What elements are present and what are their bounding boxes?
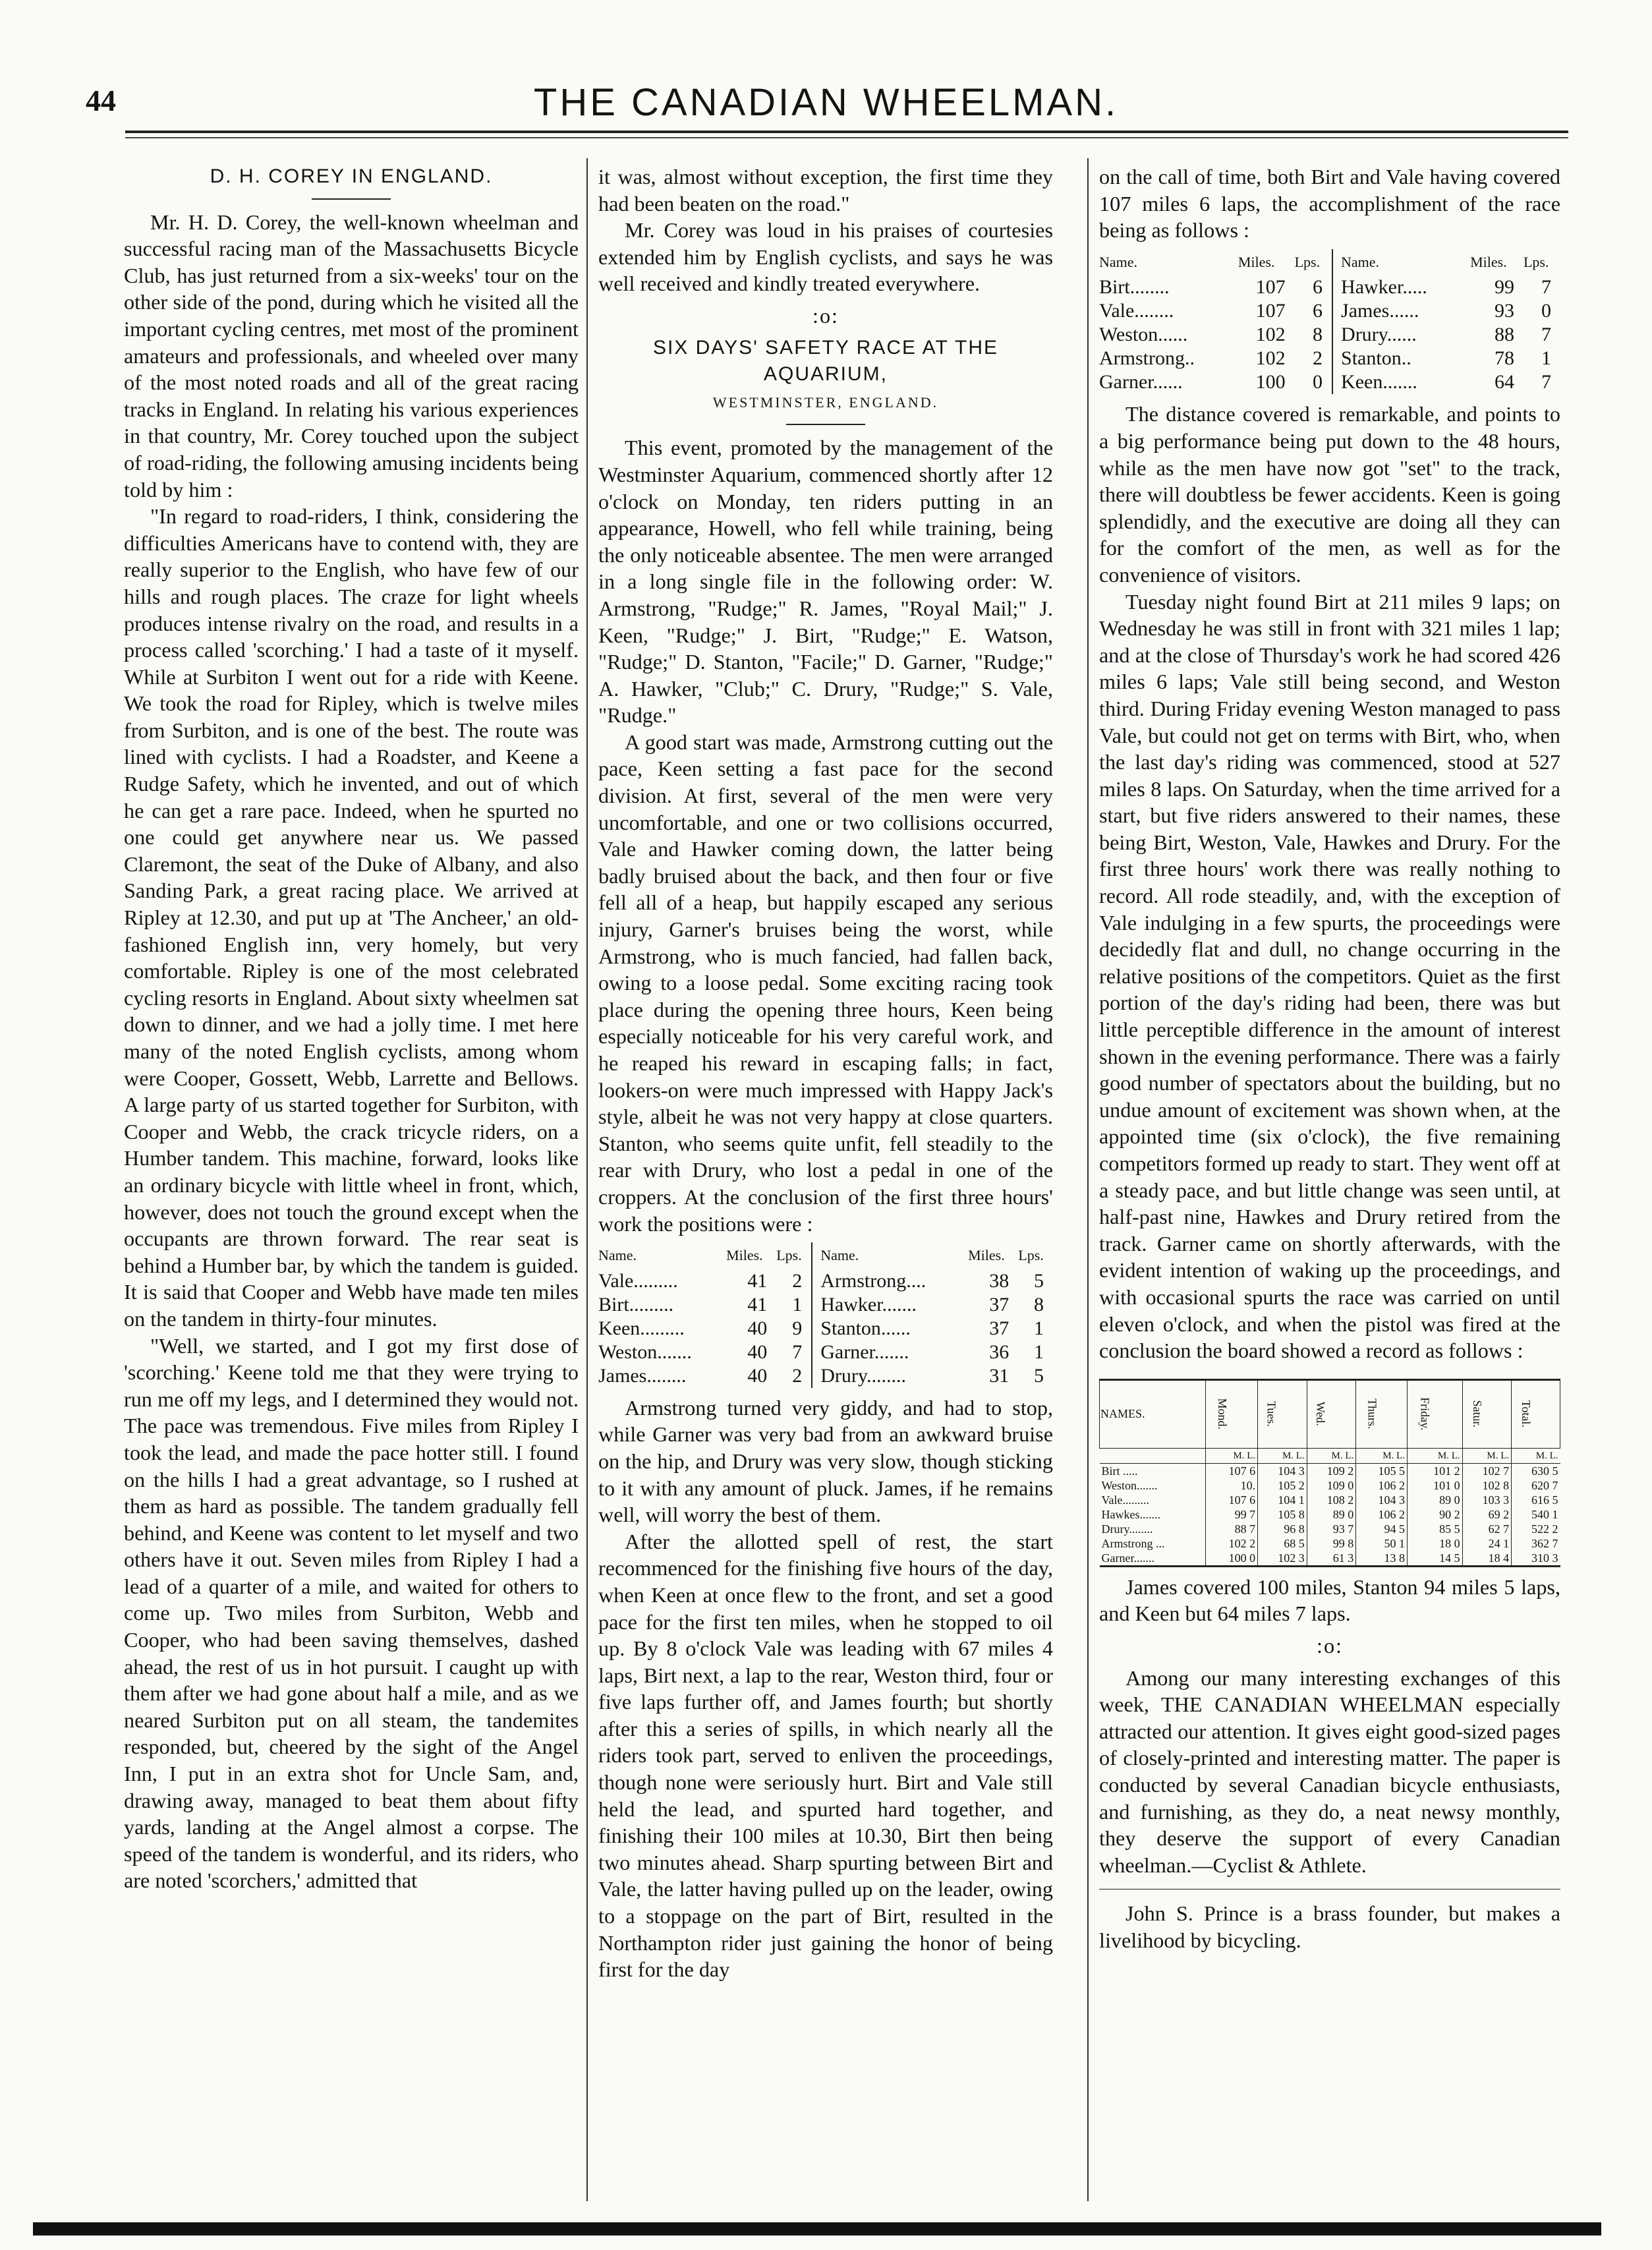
table-cell: Keen......... — [598, 1317, 685, 1339]
table-cell: 62 7 — [1462, 1522, 1512, 1536]
article-heading: D. H. COREY IN ENGLAND. — [210, 165, 493, 187]
table-header: Miles. — [968, 1247, 1005, 1264]
table-row — [598, 1364, 1053, 1388]
table-cell: 41 — [747, 1269, 768, 1292]
table-cell: 106 2 — [1356, 1507, 1408, 1522]
table-cell: 103 3 — [1462, 1493, 1512, 1507]
table-cell: 0 — [1541, 300, 1551, 322]
table-cell: 90 2 — [1407, 1507, 1462, 1522]
table-cell: 5 — [1034, 1269, 1044, 1292]
table-cell: 88 7 — [1205, 1522, 1257, 1536]
masthead-title: THE CANADIAN WHEELMAN. — [533, 81, 1119, 124]
table-cell: 69 2 — [1462, 1507, 1512, 1522]
header-rule-thin — [125, 137, 1568, 138]
table-cell: Birt......... — [598, 1293, 674, 1315]
table-header: Miles. — [1470, 253, 1507, 270]
table-cell: Stanton...... — [812, 1317, 968, 1341]
table-cell: 105 5 — [1356, 1463, 1408, 1478]
positions-table — [598, 1242, 1053, 1388]
table-row — [598, 1317, 1053, 1341]
table-cell: 109 0 — [1307, 1478, 1356, 1493]
article-subheading: WESTMINSTER, ENGLAND. — [712, 393, 939, 411]
header-rule — [125, 130, 1568, 133]
table-cell: 101 0 — [1407, 1478, 1462, 1493]
table-header: Miles. — [726, 1247, 763, 1264]
table-row — [1100, 1478, 1560, 1493]
table-cell: 40 — [747, 1364, 768, 1387]
table-cell: 14 5 — [1407, 1551, 1462, 1567]
table-cell: Garner....... — [812, 1341, 968, 1364]
table-cell: 89 0 — [1307, 1507, 1356, 1522]
table-cell: 104 3 — [1356, 1493, 1408, 1507]
table-row — [1100, 1507, 1560, 1522]
unit-cell: M. L. — [1258, 1448, 1307, 1463]
table-cell: 102 8 — [1462, 1478, 1512, 1493]
table-cell: 105 8 — [1258, 1507, 1307, 1522]
column-1 — [124, 163, 579, 1894]
table-cell: 13 8 — [1356, 1551, 1408, 1567]
table-row — [1100, 1536, 1560, 1551]
table-cell: Garner....... — [1101, 1551, 1154, 1565]
paragraph: The distance covered is remarkable, and points to a big performance being put down to the 48 hours, while as the men have now got "set" to the track, there will doubtless be fewer accidents. Keen is going splendidly, and the executive are doing all they can for the comfort of the men, as well as for the convenience of visitors. — [1099, 402, 1560, 587]
table-cell: James........ — [598, 1364, 687, 1387]
table-cell: Stanton.. — [1332, 347, 1470, 370]
table-cell: 10. — [1205, 1478, 1257, 1493]
heading-rule — [312, 198, 391, 200]
table-cell: 96 8 — [1258, 1522, 1307, 1536]
table-cell: 362 7 — [1512, 1536, 1560, 1551]
table-row — [1099, 370, 1560, 394]
table-cell: 78 — [1494, 347, 1514, 370]
table-cell: Weston....... — [1101, 1478, 1158, 1492]
table-cell: 310 3 — [1512, 1551, 1560, 1567]
table-cell: Vale........ — [1099, 300, 1174, 322]
table-header: Name. — [1332, 249, 1470, 276]
table-cell: Hawkes....... — [1101, 1507, 1160, 1521]
table-cell: 1 — [792, 1293, 803, 1315]
table-cell: Drury...... — [1332, 323, 1470, 347]
unit-cell: M. L. — [1512, 1448, 1560, 1463]
table-cell: 105 2 — [1258, 1478, 1307, 1493]
table-cell: Birt........ — [1099, 276, 1170, 299]
unit-cell: M. L. — [1462, 1448, 1512, 1463]
table-row — [598, 1293, 1053, 1317]
table-cell: 61 3 — [1307, 1551, 1356, 1567]
table-cell: Drury........ — [812, 1364, 968, 1388]
table-cell: 108 2 — [1307, 1493, 1356, 1507]
table-cell: Armstrong.. — [1099, 347, 1195, 370]
table-row — [1099, 275, 1560, 299]
table-cell: 102 2 — [1205, 1536, 1257, 1551]
separator: :o: — [812, 303, 839, 328]
column-divider — [1087, 158, 1089, 2201]
table-cell: 522 2 — [1512, 1522, 1560, 1536]
table-cell: 94 5 — [1356, 1522, 1408, 1536]
table-cell: 2 — [1313, 347, 1323, 370]
table-cell: Keen....... — [1332, 370, 1470, 394]
table-row — [1100, 1551, 1560, 1567]
unit-cell: M. L. — [1205, 1448, 1257, 1463]
table-cell: Birt ..... — [1101, 1464, 1138, 1478]
table-cell: 2 — [792, 1269, 803, 1292]
table-cell: 5 — [1034, 1364, 1044, 1387]
standings-table — [1099, 249, 1560, 395]
table-header: NAMES. — [1100, 1379, 1206, 1448]
table-row — [1100, 1463, 1560, 1478]
table-header: Satur. — [1470, 1400, 1484, 1428]
column-2 — [598, 163, 1053, 1983]
paragraph: Tuesday night found Birt at 211 miles 9 laps; on Wednesday he was still in front with 321 miles 1 lap; and at the close of Thursday's work he had scored 426 miles 6 laps; Vale still being second, and Weston third. During Friday evening Weston managed to pass Vale, but could not get on terms with Birt, who, when the last day's riding was commenced, stood at 527 miles 8 laps. On Saturday, when the time arrived for a start, but five riders answered to their names, these being Birt, Weston, Vale, Hawkes and Drury. For the first three hours' work there was really nothing to record. All rode steadily, and, with the exception of Vale indulging in a few spurts, the proceedings were decidedly flat and dull, no change occurring in the relative positions of the competitors. Quiet as the first portion of the day's riding had been, there was but little perceptible difference in the amount of interest shown in the evening performance. There was a fairly good number of spectators about the building, but no undue amount of excitement was shown when, at the appointed time (six o'clock), the five remaining competitors formed up ready to start. They went off at a steady pace, and but little change was seen until, at half-past nine, Hawkes and Drury retired from the track. Garner came on shortly afterwards, with the evident intention of waking up the proceedings, and with occasional spurts the race was carried on until eleven o'clock, and when the pistol was fired at the conclusion the board showed a record as follows : — [1099, 589, 1560, 1363]
paragraph: Mr. Corey was loud in his praises of courtesies extended him by English cyclists, and says he was well received and kindly treated everywhere. — [598, 218, 1053, 296]
table-row — [1099, 299, 1560, 323]
table-row — [598, 1269, 1053, 1293]
paragraph: Armstrong turned very giddy, and had to stop, while Garner was very bad from an awkward bruise on the hip, and Drury was very slow, though sticking to it with any amount of pluck. James, if he remains well, will worry the best of them. — [598, 1395, 1053, 1527]
table-cell: 1 — [1034, 1317, 1044, 1339]
table-row — [1100, 1493, 1560, 1507]
table-cell: 630 5 — [1512, 1463, 1560, 1478]
table-header: Mond. — [1215, 1398, 1229, 1430]
table-cell: 107 6 — [1205, 1463, 1257, 1478]
paragraph: This event, promoted by the management of the Westminster Aquarium, commenced shortly after 12 o'clock on Monday, ten riders putting in an appearance, Howell, who fell while training, being the only noticeable absentee. The men were arranged in a long single file in the following order: W. Armstrong, "Rudge;" R. James, "Royal Mail;" J. Keen, "Rudge;" J. Birt, "Rudge;" E. Watson, "Rudge;" D. Stanton, "Facile;" D. Garner, "Rudge;" A. Hawker, "Club;" C. Drury, "Rudge;" S. Vale, "Rudge." — [598, 436, 1053, 728]
daily-record-table — [1099, 1379, 1560, 1567]
table-header: Lps. — [776, 1247, 802, 1264]
table-cell: 101 2 — [1407, 1463, 1462, 1478]
paragraph: Among our many interesting exchanges of this week, THE CANADIAN WHEELMAN especially attracted our attention. It gives eight good-sized pages of closely-printed and interesting matter. The paper is conducted by several Canadian bicycle enthusiasts, and furnishing, as they do, a neat newsy monthly, they deserve the support of every Canadian wheelman.—Cyclist & Athlete. — [1099, 1665, 1560, 1877]
table-row — [1099, 347, 1560, 370]
table-cell: Vale......... — [1101, 1493, 1149, 1507]
table-cell: 1 — [1541, 347, 1551, 370]
table-cell: 99 8 — [1307, 1536, 1356, 1551]
table-cell: 100 0 — [1205, 1551, 1257, 1567]
table-cell: 36 — [989, 1341, 1010, 1363]
table-header: Friday. — [1418, 1397, 1432, 1431]
table-cell: 102 — [1255, 324, 1286, 346]
table-cell: 68 5 — [1258, 1536, 1307, 1551]
paragraph: After the allotted spell of rest, the start recommenced for the finishing five hours of the day, when Keen at once flew to the front, and set a good pace for the first ten miles, when he stopped to oil up. By 8 o'clock Vale was leading with 67 miles 4 laps, Birt next, a lap to the rear, Weston third, four or five laps further off, and James fourth; but shortly after this a series of spills, in which nearly all the riders took part, served to enliven the proceedings, though none were seriously hurt. Birt and Vale still held the lead, and spurted hard together, and finishing their 100 miles at 10.30, Birt then being two minutes ahead. Sharp spurting between Birt and Vale, the latter having pulled up on the leader, owing to a stoppage on the part of Birt, resulted in the Northampton rider just gaining the honor of being first for the day — [598, 1529, 1053, 1982]
unit-cell — [1100, 1448, 1206, 1463]
table-header: Name. — [598, 1247, 637, 1264]
table-cell: 107 — [1255, 300, 1286, 322]
table-cell: Weston...... — [1099, 324, 1188, 346]
table-cell: 104 3 — [1258, 1463, 1307, 1478]
table-cell: 1 — [1034, 1341, 1044, 1363]
table-cell: 41 — [747, 1293, 768, 1315]
table-cell: 107 6 — [1205, 1493, 1257, 1507]
table-cell: 99 — [1494, 276, 1514, 299]
paragraph: it was, almost without exception, the first time they had been beaten on the road." — [598, 165, 1053, 216]
footer-rule — [33, 2222, 1601, 2236]
table-cell: 102 3 — [1258, 1551, 1307, 1567]
paragraph: Mr. H. D. Corey, the well-known wheelman and successful racing man of the Massachusetts Bicycle Club, has just returned from a six-weeks' tour on the other side of the pond, during which he visited all the important cycling centres, met most of the prominent amateurs and professionals, and wheeled over many of the most noted roads and all of the great racing tracks in England. In relating his various experiences in that country, Mr. Corey touched upon the subject of road-riding, the following amusing incidents being told by him : — [124, 210, 579, 502]
table-cell: 7 — [1541, 371, 1551, 393]
separator: :o: — [1317, 1633, 1343, 1658]
table-header: Total. — [1520, 1400, 1533, 1428]
table-cell: Armstrong ... — [1101, 1536, 1165, 1550]
paragraph: "Well, we started, and I got my first dose of 'scorching.' Keene told me that they were trying to run me off my legs, and I determined they would not. The pace was tremendous. Five miles from Ripley I took the lead, and made the pace hotter still. I found on the hills I had a great advantage, so I rushed at them as hard as possible. The tandem gradually fell behind, and Keene was content to let myself and two others have it out. Seven miles from Ripley I had a lead of a quarter of a mile, and waited for others to come up. Two miles from Surbiton, Webb and Cooper, who had been saving themselves, dashed ahead, the rest of us in hot pursuit. I caught up with them after we had gone about half a mile, and as we neared Surbiton put on all steam, the tandemites responded, but, cheered by the sight of the Angel Inn, I put in an extra shot for Uncle Sam, and, drawing away, managed to beat them about fifty yards, landing at the Angel almost a corpse. The speed of the tandem is wonderful, and its riders, who are noted 'scorchers,' admitted that — [124, 1333, 579, 1893]
table-cell: 6 — [1313, 276, 1323, 299]
table-cell: 50 1 — [1356, 1536, 1408, 1551]
table-header: Miles. — [1238, 253, 1275, 270]
heading-rule — [786, 424, 865, 425]
table-cell: 38 — [989, 1269, 1010, 1292]
table-header: Thurs. — [1365, 1399, 1379, 1429]
column-3 — [1099, 163, 1560, 1953]
paragraph: John S. Prince is a brass founder, but makes a livelihood by bicycling. — [1099, 1901, 1560, 1952]
table-cell: 616 5 — [1512, 1493, 1560, 1507]
table-header: Tues. — [1265, 1401, 1278, 1428]
table-cell: 93 7 — [1307, 1522, 1356, 1536]
table-cell: Garner...... — [1099, 371, 1183, 393]
table-header: Name. — [812, 1242, 968, 1269]
table-cell: Weston....... — [598, 1341, 692, 1363]
table-cell: 104 1 — [1258, 1493, 1307, 1507]
table-cell: 7 — [1541, 276, 1551, 299]
table-cell: 64 — [1494, 371, 1514, 393]
table-cell: Drury........ — [1101, 1522, 1153, 1536]
table-cell: 8 — [1034, 1293, 1044, 1315]
table-row — [598, 1341, 1053, 1364]
table-cell: Hawker....... — [812, 1293, 968, 1317]
table-cell: 9 — [792, 1317, 803, 1339]
table-cell: 7 — [1541, 324, 1551, 346]
page-number: 44 — [86, 84, 116, 117]
table-header: Lps. — [1294, 253, 1321, 270]
table-cell: 31 — [989, 1364, 1010, 1387]
table-cell: 88 — [1494, 324, 1514, 346]
table-cell: 6 — [1313, 300, 1323, 322]
table-header: Lps. — [1018, 1247, 1044, 1264]
table-cell: 102 — [1255, 347, 1286, 370]
table-cell: 40 — [747, 1317, 768, 1339]
table-header: Name. — [1099, 253, 1138, 270]
table-cell: 102 7 — [1462, 1463, 1512, 1478]
table-cell: 540 1 — [1512, 1507, 1560, 1522]
table-header: Lps. — [1523, 253, 1549, 270]
table-cell: 7 — [792, 1341, 803, 1363]
units-row — [1100, 1448, 1560, 1463]
table-cell: 18 0 — [1407, 1536, 1462, 1551]
unit-cell: M. L. — [1356, 1448, 1408, 1463]
table-cell: 620 7 — [1512, 1478, 1560, 1493]
table-cell: James...... — [1332, 299, 1470, 323]
table-cell: 40 — [747, 1341, 768, 1363]
column-divider — [586, 158, 588, 2201]
table-cell: 0 — [1313, 371, 1323, 393]
table-header: Wed. — [1313, 1402, 1327, 1427]
table-cell: Armstrong.... — [812, 1269, 968, 1293]
table-cell: 8 — [1313, 324, 1323, 346]
table-cell: 89 0 — [1407, 1493, 1462, 1507]
table-row — [1099, 323, 1560, 347]
table-cell: 37 — [989, 1317, 1010, 1339]
unit-cell: M. L. — [1407, 1448, 1462, 1463]
table-cell: 106 2 — [1356, 1478, 1408, 1493]
table-row — [1100, 1522, 1560, 1536]
paragraph: James covered 100 miles, Stanton 94 miles 5 laps, and Keen but 64 miles 7 laps. — [1099, 1574, 1560, 1626]
table-cell: 107 — [1255, 276, 1286, 299]
table-cell: 2 — [792, 1364, 803, 1387]
paragraph: "In regard to road-riders, I think, considering the difficulties Americans have to contend with, they are really superior to the English, who have few of our hills and rough places. The craze for light wheels produces intense rivalry on the road, and results in a process called 'scorching.' I had a taste of it myself. While at Surbiton I went out for a ride with Keene. We took the road for Ripley, which is twelve miles from Surbiton, and is one of the best. The route was lined with cyclists. I had a Roadster, and Keene a Rudge Safety, which he invented, and out of which he can get a rare pace. Indeed, when he spurted no one could get anywhere near us. We passed Claremont, the seat of the Duke of Albany, and also Sanding Park, a great racing place. We arrived at Ripley at 12.30, and put up at 'The Ancheer,' an old-fashioned English inn, very homely, but very comfortable. Ripley is one of the most celebrated cycling resorts in England. About sixty wheelmen sat down to dinner, and we had a jolly time. I met here many of the noted English cyclists, among whom were Cooper, Gossett, Webb, Larrette and Bellows. A large party of us started together for Surbiton, with Cooper and Webb, the crack tricycle riders, on a Humber tandem. This machine, forward, looks like an ordinary bicycle with little wheel in front, which, however, does not touch the ground except when the occupants are thrown forward. The rear seat is behind a Humber bar, by which the tandem is guided. It is said that Cooper and Webb have made ten miles on the tandem in thirty-four minutes. — [124, 504, 579, 1331]
table-cell: 99 7 — [1205, 1507, 1257, 1522]
table-cell: 37 — [989, 1293, 1010, 1315]
paragraph: A good start was made, Armstrong cutting out the pace, Keen setting a fast pace for the second division. At first, several of the men were very uncomfortable, and one or two collisions occurred, Vale and Hawker coming down, the latter being badly bruised about the back, and then four or five fell all of a heap, but happily escaped any serious injury, Garner's bruises being the worst, while Armstrong, who is much fancied, had fallen back, owing to a loose pedal. Some exciting racing took place during the opening three hours, Keen being especially noticeable for his very careful work, and he reaped his reward in escaping falls; in fact, lookers-on were much impressed with Happy Jack's style, albeit he was not very happy at close quarters. Stanton, who seems quite unfit, fell steadily to the rear with Drury, who lost a pedal in one of the croppers. At the conclusion of the first three hours' work the positions were : — [598, 730, 1053, 1236]
unit-cell: M. L. — [1307, 1448, 1356, 1463]
article-heading: SIX DAYS' SAFETY RACE AT THE AQUARIUM, — [652, 336, 999, 386]
table-cell: 100 — [1255, 371, 1286, 393]
table-cell: 93 — [1494, 300, 1514, 322]
table-cell: 18 4 — [1462, 1551, 1512, 1567]
table-cell: Vale......... — [598, 1269, 678, 1292]
paragraph: on the call of time, both Birt and Vale having covered 107 miles 6 laps, the accomplishment of the race being as follows : — [1099, 165, 1560, 243]
table-cell: 85 5 — [1407, 1522, 1462, 1536]
table-cell: Hawker..... — [1332, 275, 1470, 299]
table-cell: 109 2 — [1307, 1463, 1356, 1478]
table-cell: 24 1 — [1462, 1536, 1512, 1551]
